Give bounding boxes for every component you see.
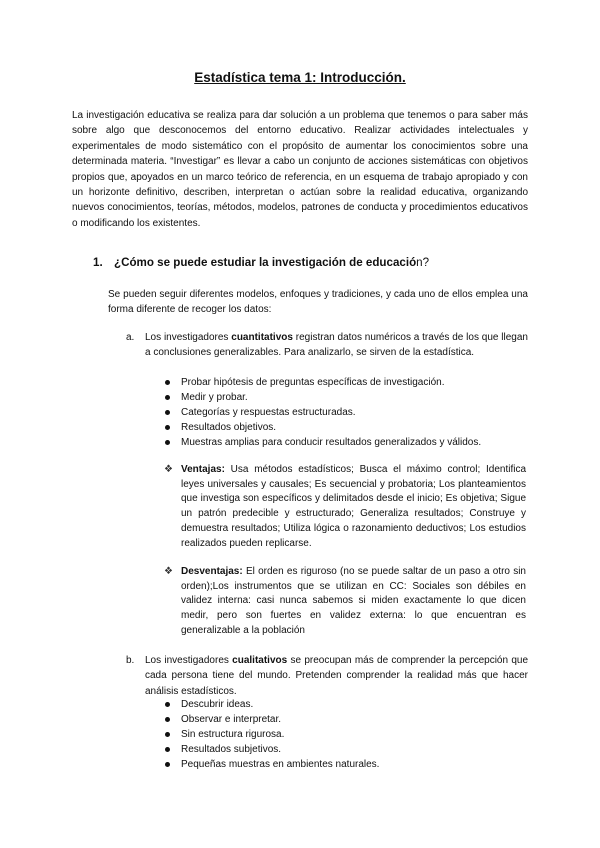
section-1-heading-bold: ¿Cómo se puede estudiar la investigación de educació xyxy=(114,256,417,269)
item-b-text-after: se preocupan más de comprender la percepción que cada persona tiene del mundo. Pretenden comprender la realidad más que hacer análisis estadísticos. xyxy=(145,655,529,697)
item-b-keyword: cualitativos xyxy=(232,655,288,666)
item-a-keyword: cuantitativos xyxy=(231,332,293,343)
ventajas-text: Usa métodos estadísticos; Busca el máximo control; Identifica leyes universales y causales; Es secuencial y probatoria; Los planteamientos que investiga son específicos y delimitados desde el inicio; Es objetiva; Sigue un patrón predecible y estructurado; Generaliza resultados; Construye y demuestra resultados; Utiliza lógica o razonamiento deductivos; Los estudios realizados pueden replicarse. xyxy=(181,464,526,549)
list-item: Probar hipótesis de preguntas específicas de investigación. xyxy=(181,375,531,390)
bullet-icon xyxy=(165,717,170,722)
section-1-heading-tail: n? xyxy=(416,256,430,269)
bullet-icon xyxy=(165,702,170,707)
section-1-number: 1. xyxy=(93,256,103,269)
section-1-heading xyxy=(93,256,533,269)
ventajas-block xyxy=(164,463,526,551)
item-a-marker: a. xyxy=(126,332,135,343)
item-b-text-before: Los investigadores xyxy=(145,655,233,666)
item-b-bullet-list xyxy=(181,697,531,772)
item-a-paragraph xyxy=(126,330,528,361)
item-a-text-after: registran datos numéricos a través de los que llegan a conclusiones generalizables. Para analizarlo, se sirven de la estadística. xyxy=(145,332,528,359)
intro-paragraph: La investigación educativa se realiza para dar solución a un problema que tenemos o para saber más sobre algo que desconocemos del entorno educativo. Realizar actividades intelectuales y experimentales de modo sistemático con el propósito de aumentar los conocimientos sobre una determinada materia. “Investigar” es llevar a cabo un conjunto de acciones sistemáticas con objetivos propios que, apoyados en un marco teórico de referencia, en un esquema de trabajo apropiado y con un horizonte definitivo, describen, interpretan o actúan sobre la realidad educativa, organizando nuevos conocimientos, teorías, métodos, modelos, patrones de conducta y procedimientos educativos o modificando los existentes. xyxy=(72,110,528,229)
item-a-text-before: Los investigadores xyxy=(145,332,232,343)
bullet-icon xyxy=(165,762,170,767)
desventajas-text: El orden es riguroso (no se puede saltar de un paso a otro sin orden);Los instrumentos que se utilizan en CC: Sociales son débiles en validez interna: casi nunca sabemos si miden exactamente lo que dicen medir, pero son fuertes en validez externa: lo que encuentran es generalizable a la población xyxy=(181,566,526,636)
ventajas-label: Ventajas: xyxy=(181,464,225,475)
item-b-paragraph xyxy=(126,653,529,699)
list-item: Categorías y respuestas estructuradas. xyxy=(181,405,531,420)
diamond-bullet-icon: ❖ xyxy=(164,566,173,577)
desventajas-label: Desventajas: xyxy=(181,566,243,577)
bullet-icon xyxy=(165,425,170,430)
page-title: Estadística tema 1: Introducción. xyxy=(194,70,406,85)
item-a-bullet-list xyxy=(181,375,531,450)
desventajas-block xyxy=(164,565,526,639)
section-1-paragraph: Se pueden seguir diferentes modelos, enfoques y tradiciones, y cada uno de ellos emplea una forma diferente de recoger los datos: xyxy=(108,289,528,316)
bullet-icon xyxy=(165,410,170,415)
list-item: Pequeñas muestras en ambientes naturales. xyxy=(181,757,531,772)
item-b-marker: b. xyxy=(126,655,135,666)
list-item: Resultados subjetivos. xyxy=(181,742,531,757)
list-item: Muestras amplias para conducir resultados generalizados y válidos. xyxy=(181,435,531,450)
bullet-icon xyxy=(165,380,170,385)
list-item: Medir y probar. xyxy=(181,390,531,405)
list-item: Resultados objetivos. xyxy=(181,420,531,435)
bullet-icon xyxy=(165,732,170,737)
diamond-bullet-icon: ❖ xyxy=(164,464,173,475)
bullet-icon xyxy=(165,747,170,752)
bullet-icon xyxy=(165,440,170,445)
list-item: Sin estructura rigurosa. xyxy=(181,727,531,742)
list-item: Descubrir ideas. xyxy=(181,697,531,712)
list-item: Observar e interpretar. xyxy=(181,712,531,727)
bullet-icon xyxy=(165,395,170,400)
